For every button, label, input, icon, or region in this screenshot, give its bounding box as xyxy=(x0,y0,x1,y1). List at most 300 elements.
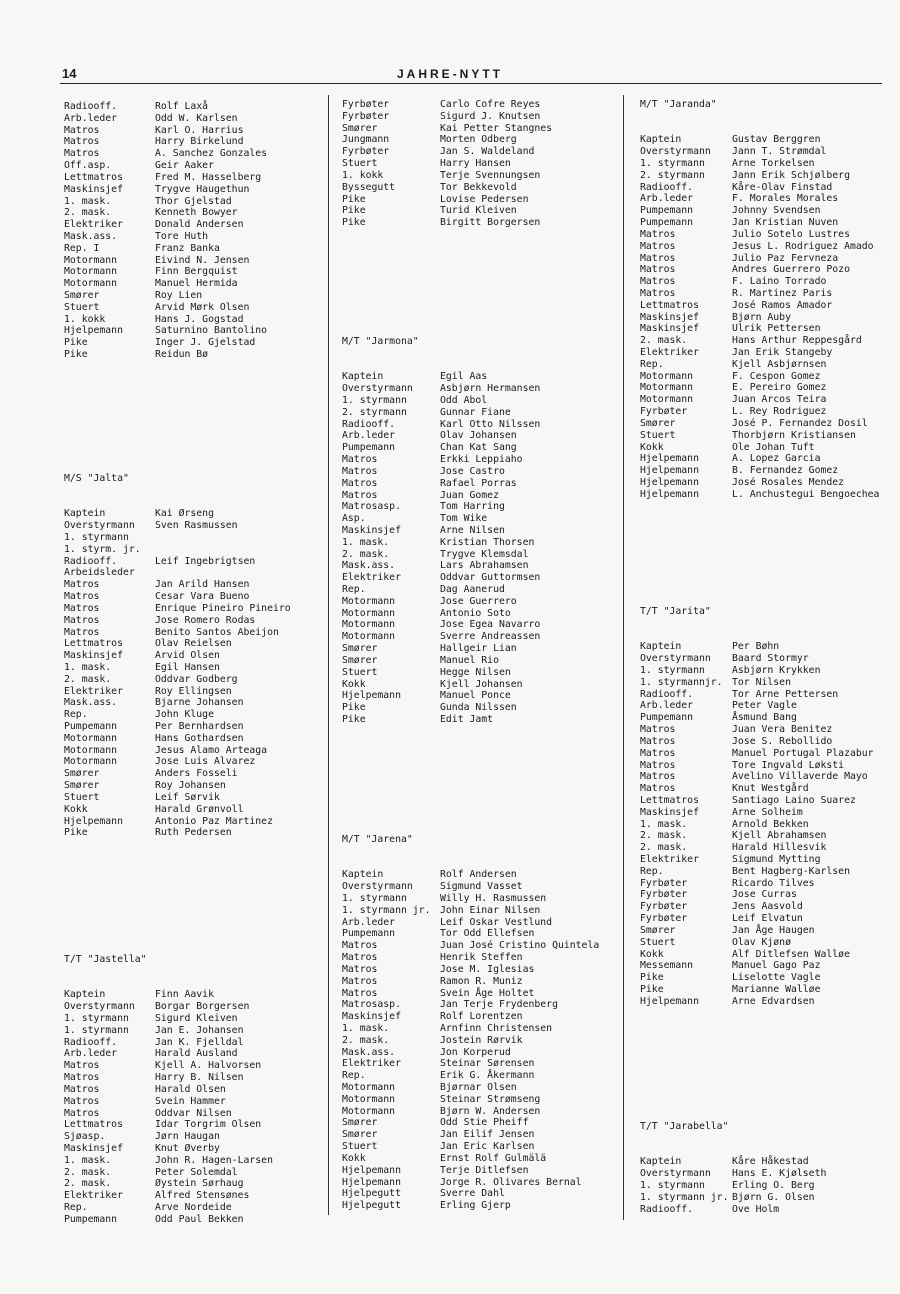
crew-row xyxy=(342,395,622,407)
crew-role: Rep. xyxy=(640,865,664,877)
ship-name: T/T "Jarita" xyxy=(640,606,711,617)
crew-name: Morten Odberg xyxy=(440,134,517,146)
crew-row xyxy=(342,560,622,572)
crew-name: Tor Nilsen xyxy=(732,676,791,688)
crew-name: Alfred Stensønes xyxy=(155,1190,250,1202)
crew-role: Kokk xyxy=(64,803,88,815)
crew-row xyxy=(640,925,898,937)
crew-row xyxy=(640,901,898,913)
crew-row xyxy=(640,653,898,665)
crew-row xyxy=(64,556,326,568)
crew-role: Matros xyxy=(64,626,100,638)
crew-name: Baard Stormyr xyxy=(732,653,809,665)
crew-name: Trygve Haugethun xyxy=(155,183,250,195)
crew-name: Leif Elvatun xyxy=(732,913,803,925)
crew-role: Matros xyxy=(640,771,676,783)
crew-name: Ricardo Tilves xyxy=(732,877,815,889)
crew-row xyxy=(640,453,898,465)
crew-row xyxy=(64,278,326,290)
crew-row xyxy=(640,465,898,477)
crew-row xyxy=(64,101,326,113)
crew-row xyxy=(342,466,622,478)
crew-role: Elektriker xyxy=(64,1190,123,1202)
crew-name: Jose Egea Navarro xyxy=(440,619,541,631)
crew-name: Karl Otto Nilssen xyxy=(440,418,541,430)
crew-role: Maskinsjef xyxy=(342,524,401,536)
crew-role: Maskinsjef xyxy=(64,1142,123,1154)
crew-row xyxy=(342,690,622,702)
crew-name: Erik G. Åkermann xyxy=(440,1070,535,1082)
ship-section xyxy=(640,606,898,1008)
crew-role: Stuert xyxy=(342,158,378,170)
crew-name: Jan Terje Frydenberg xyxy=(440,999,558,1011)
crew-row xyxy=(64,638,326,650)
crew-role: 2. mask. xyxy=(342,1034,390,1046)
crew-row xyxy=(64,989,326,1001)
crew-row xyxy=(342,525,622,537)
crew-role: Hjelpegutt xyxy=(342,1188,401,1200)
crew-row xyxy=(640,217,898,229)
crew-row xyxy=(342,1200,622,1212)
crew-role: 1. styrmann xyxy=(64,1013,129,1025)
crew-row xyxy=(342,917,622,929)
crew-row xyxy=(640,264,898,276)
crew-role: Pike xyxy=(342,193,366,205)
crew-role: 1. styrmann jr. xyxy=(640,1191,729,1203)
crew-row xyxy=(342,371,622,383)
crew-name: Kjell Asbjørnsen xyxy=(732,358,827,370)
crew-row xyxy=(640,712,898,724)
crew-role: Motormann xyxy=(342,619,396,631)
crew-row xyxy=(64,591,326,603)
crew-row xyxy=(342,905,622,917)
crew-role: Pike xyxy=(342,713,366,725)
crew-role: Overstyrmann xyxy=(342,383,413,395)
crew-name: Terje Ditlefsen xyxy=(440,1164,529,1176)
crew-name: Manuel Rio xyxy=(440,654,499,666)
crew-name: L. Anchustegui Bengoechea xyxy=(732,488,880,500)
crew-role: Motormann xyxy=(640,394,694,406)
crew-name: Hegge Nilsen xyxy=(440,666,511,678)
crew-role: Pike xyxy=(640,972,664,984)
crew-row xyxy=(342,1117,622,1129)
crew-row xyxy=(342,679,622,691)
crew-row xyxy=(64,1084,326,1096)
crew-row xyxy=(640,382,898,394)
crew-row xyxy=(640,442,898,454)
crew-row xyxy=(342,182,622,194)
crew-name: F. Cespon Gomez xyxy=(732,370,821,382)
crew-name: Harald Ausland xyxy=(155,1048,238,1060)
crew-name: Thorbjørn Kristiansen xyxy=(732,429,856,441)
crew-role: Pike xyxy=(342,205,366,217)
crew-role: Smører xyxy=(342,643,378,655)
crew-name: Jan Eric Karlsen xyxy=(440,1141,535,1153)
crew-name: Sigmund Mytting xyxy=(732,854,821,866)
crew-row xyxy=(64,532,326,544)
crew-role: 1. mask. xyxy=(342,536,390,548)
crew-role: Matros xyxy=(64,614,100,626)
crew-name: Jose Curras xyxy=(732,889,797,901)
crew-name: Borgar Borgersen xyxy=(155,1001,250,1013)
crew-role: Smører xyxy=(640,417,676,429)
crew-role: Fyrbøter xyxy=(640,913,688,925)
crew-role: Stuert xyxy=(640,936,676,948)
crew-name: José P. Fernandez Dosil xyxy=(732,417,868,429)
crew-role: Byssegutt xyxy=(342,181,396,193)
crew-name: Jan Erik Stangeby xyxy=(732,347,833,359)
crew-row xyxy=(640,205,898,217)
crew-name: Odd W. Karlsen xyxy=(155,112,238,124)
crew-name: Juan Gomez xyxy=(440,489,499,501)
crew-row xyxy=(64,615,326,627)
crew-role: Motormann xyxy=(342,1093,396,1105)
crew-name: Hans Arthur Reppesgård xyxy=(732,335,862,347)
crew-name: Lars Abrahamsen xyxy=(440,560,529,572)
ship-section xyxy=(64,101,326,361)
crew-name: Tor Odd Ellefsen xyxy=(440,928,535,940)
crew-row xyxy=(640,146,898,158)
crew-row xyxy=(342,619,622,631)
crew-row xyxy=(342,1153,622,1165)
crew-name: Jann T. Strømdal xyxy=(732,146,827,158)
crew-role: 2. styrmann xyxy=(640,169,705,181)
crew-row xyxy=(640,689,898,701)
crew-row xyxy=(640,477,898,489)
ship-name: M/S "Jalta" xyxy=(64,473,129,484)
crew-row xyxy=(64,113,326,125)
crew-role: Smører xyxy=(342,654,378,666)
crew-row xyxy=(64,1155,326,1167)
crew-row xyxy=(640,748,898,760)
crew-row xyxy=(64,1202,326,1214)
crew-name: José Rosales Mendez xyxy=(732,476,845,488)
crew-role: Maskinsjef xyxy=(640,311,699,323)
crew-role: Radiooff. xyxy=(342,418,396,430)
crew-name: Manuel Hermida xyxy=(155,278,238,290)
crew-role: Kokk xyxy=(640,948,664,960)
crew-name: F. Morales Morales xyxy=(732,193,839,205)
crew-row xyxy=(64,1060,326,1072)
crew-row xyxy=(64,1037,326,1049)
crew-name: Oddvar Nilsen xyxy=(155,1107,232,1119)
crew-name: Hans J. Gogstad xyxy=(155,313,244,325)
crew-row xyxy=(64,520,326,532)
crew-row xyxy=(640,241,898,253)
crew-name: Arne Solheim xyxy=(732,806,803,818)
crew-name: Anders Fosseli xyxy=(155,768,238,780)
crew-name: Julio Paz Fervneza xyxy=(732,252,839,264)
crew-role: Motormann xyxy=(64,266,118,278)
crew-role: Rep. xyxy=(64,709,88,721)
crew-row xyxy=(64,314,326,326)
crew-row xyxy=(640,795,898,807)
crew-role: Matros xyxy=(342,489,378,501)
crew-name: Henrik Steffen xyxy=(440,952,523,964)
crew-role: Hjelpemann xyxy=(640,995,699,1007)
ship-section xyxy=(64,954,326,1226)
crew-row xyxy=(64,136,326,148)
publication-title: JAHRE-NYTT xyxy=(396,67,503,81)
crew-role: Hjelpegutt xyxy=(342,1200,401,1212)
crew-role: Pumpemann xyxy=(342,928,396,940)
crew-role: Motormann xyxy=(64,744,118,756)
crew-role: 2. mask. xyxy=(342,548,390,560)
crew-role: Radiooff. xyxy=(64,101,118,112)
crew-name: Hans E. Kjølseth xyxy=(732,1168,827,1180)
crew-name: Jan Kristian Nuven xyxy=(732,217,839,229)
crew-role: Stuert xyxy=(342,1141,378,1153)
crew-row xyxy=(640,760,898,772)
crew-name: Ernst Rolf Gulmälä xyxy=(440,1152,547,1164)
crew-name: Enrique Pineiro Pineiro xyxy=(155,602,291,614)
crew-name: Finn Aavik xyxy=(155,989,214,1001)
crew-row xyxy=(64,686,326,698)
crew-name: Jesus L. Rodriguez Amado xyxy=(732,240,874,252)
crew-row xyxy=(64,745,326,757)
crew-role: Maskinsjef xyxy=(64,183,123,195)
crew-name: Rolf Laxå xyxy=(155,101,209,112)
crew-row xyxy=(342,1165,622,1177)
crew-role: Pumpemann xyxy=(640,712,694,724)
crew-name: Sigurd Kleiven xyxy=(155,1013,238,1025)
crew-row xyxy=(342,407,622,419)
crew-role: Sjøasp. xyxy=(64,1131,106,1143)
crew-name: Thor Gjelstad xyxy=(155,195,232,207)
crew-row xyxy=(640,182,898,194)
crew-row xyxy=(640,276,898,288)
crew-row xyxy=(64,266,326,278)
crew-role: Kaptein xyxy=(64,989,106,1001)
crew-row xyxy=(640,700,898,712)
crew-row xyxy=(342,940,622,952)
crew-row xyxy=(342,478,622,490)
crew-row xyxy=(640,984,898,996)
crew-role: Matros xyxy=(342,952,378,964)
crew-role: Pike xyxy=(342,217,366,229)
crew-name: Egil Hansen xyxy=(155,661,220,673)
crew-role: Matros xyxy=(64,1060,100,1072)
crew-name: Ulrik Pettersen xyxy=(732,323,821,335)
crew-row xyxy=(640,406,898,418)
crew-row xyxy=(342,631,622,643)
crew-role: 1. styrmann xyxy=(342,893,407,905)
crew-row xyxy=(342,1058,622,1070)
ship-section xyxy=(342,99,622,229)
crew-role: Elektriker xyxy=(342,1058,401,1070)
crew-role: Matros xyxy=(640,252,676,264)
crew-role: Motormann xyxy=(64,278,118,290)
crew-row xyxy=(342,999,622,1011)
crew-name: Egil Aas xyxy=(440,371,488,383)
crew-name: Julio Sotelo Lustres xyxy=(732,228,850,240)
crew-name: Tom Wike xyxy=(440,513,488,525)
crew-role: Hjelpemann xyxy=(64,815,123,827)
crew-row xyxy=(342,608,622,620)
crew-role: 1. styrmann xyxy=(342,395,407,407)
crew-row xyxy=(64,697,326,709)
crew-name: Arvid Olsen xyxy=(155,650,220,662)
crew-name: Asbjørn Krykken xyxy=(732,665,821,677)
crew-role: Lettmatros xyxy=(640,794,699,806)
crew-row xyxy=(640,359,898,371)
crew-role: Hjelpemann xyxy=(640,453,699,465)
crew-role: Overstyrmann xyxy=(640,653,711,665)
crew-name: Knut Øverby xyxy=(155,1142,220,1154)
crew-row xyxy=(64,243,326,255)
crew-role: Matros xyxy=(342,465,378,477)
crew-role: Elektriker xyxy=(64,219,123,231)
crew-role: Kaptein xyxy=(342,371,384,383)
crew-row xyxy=(64,508,326,520)
crew-role: Smører xyxy=(342,1117,378,1129)
crew-row xyxy=(64,196,326,208)
crew-name: Bent Hagberg-Karlsen xyxy=(732,865,850,877)
crew-name: Turid Kleiven xyxy=(440,205,517,217)
crew-role: Kokk xyxy=(640,441,664,453)
crew-name: Rolf Andersen xyxy=(440,869,517,881)
crew-role: Maskinsjef xyxy=(640,806,699,818)
crew-name: Jose Romero Rodas xyxy=(155,614,256,626)
crew-row xyxy=(640,830,898,842)
crew-name: Arne Nilsen xyxy=(440,524,505,536)
crew-role: Arb.leder xyxy=(64,112,118,124)
crew-row xyxy=(342,454,622,466)
crew-row xyxy=(64,1167,326,1179)
crew-role: Matros xyxy=(342,963,378,975)
crew-row xyxy=(342,952,622,964)
crew-name: Terje Svennungsen xyxy=(440,169,541,181)
crew-name: Oddvar Guttormsen xyxy=(440,572,541,584)
crew-row xyxy=(342,1070,622,1082)
crew-name: Åsmund Bang xyxy=(732,712,797,724)
crew-name: Harald Olsen xyxy=(155,1083,226,1095)
crew-role: Motormann xyxy=(640,370,694,382)
crew-row xyxy=(64,172,326,184)
crew-role: 1. mask. xyxy=(640,818,688,830)
crew-name: Ruth Pedersen xyxy=(155,827,232,839)
crew-role: Arb.leder xyxy=(640,193,694,205)
crew-role: Arb.leder xyxy=(64,1048,118,1060)
crew-name: Jan Eilif Jensen xyxy=(440,1129,535,1141)
crew-name: Manuel Portugal Plazabur xyxy=(732,747,874,759)
crew-name: Chan Kat Sang xyxy=(440,442,517,454)
crew-row xyxy=(640,300,898,312)
crew-role: Maskinsjef xyxy=(640,323,699,335)
crew-name: Liselotte Vagle xyxy=(732,972,821,984)
crew-row xyxy=(342,430,622,442)
crew-row xyxy=(640,677,898,689)
crew-role: Matrosasp. xyxy=(342,501,401,513)
crew-role: Pike xyxy=(640,983,664,995)
crew-name: Bjørn Auby xyxy=(732,311,791,323)
crew-role: 1. mask. xyxy=(64,195,112,207)
crew-role: Fyrbøter xyxy=(640,889,688,901)
crew-role: Matros xyxy=(64,1107,100,1119)
crew-name: Per Bøhn xyxy=(732,641,780,653)
crew-name: Karl O. Harrius xyxy=(155,124,244,136)
crew-role: Matros xyxy=(64,1072,100,1084)
crew-name: Erling O. Berg xyxy=(732,1180,815,1192)
crew-row xyxy=(342,419,622,431)
ship-section xyxy=(640,1121,898,1215)
crew-role: Rep. xyxy=(64,1202,88,1214)
ship-name: M/T "Jaranda" xyxy=(640,99,717,110)
crew-role: Pike xyxy=(64,337,88,349)
crew-role: Matros xyxy=(64,602,100,614)
crew-role: Pumpemann xyxy=(64,1213,118,1225)
crew-role: 2. mask. xyxy=(64,1178,112,1190)
crew-role: Kokk xyxy=(342,1152,366,1164)
crew-row xyxy=(640,253,898,265)
crew-role: Kaptein xyxy=(342,869,384,881)
crew-row xyxy=(342,501,622,513)
crew-name: Jose Luis Alvarez xyxy=(155,756,256,768)
crew-role: 2. mask. xyxy=(640,830,688,842)
crew-name: Harry B. Nilsen xyxy=(155,1072,244,1084)
crew-row xyxy=(342,1129,622,1141)
crew-row xyxy=(640,783,898,795)
crew-row xyxy=(640,347,898,359)
crew-row xyxy=(640,889,898,901)
crew-name: Asbjørn Hermansen xyxy=(440,383,541,395)
crew-role: Pumpemann xyxy=(64,721,118,733)
crew-name: Harry Hansen xyxy=(440,158,511,170)
crew-row xyxy=(64,544,326,556)
ship-name: M/T "Jarmona" xyxy=(342,336,419,347)
crew-name: L. Rey Rodriguez xyxy=(732,406,827,418)
crew-row xyxy=(64,219,326,231)
crew-row xyxy=(342,134,622,146)
crew-role: Smører xyxy=(640,924,676,936)
crew-role: Overstyrmann xyxy=(640,1168,711,1180)
crew-name: F. Laino Torrado xyxy=(732,276,827,288)
crew-row xyxy=(342,383,622,395)
crew-role: Smører xyxy=(64,768,100,780)
crew-role: Mask.ass. xyxy=(342,560,396,572)
crew-role: 1. styrmann xyxy=(640,1180,705,1192)
crew-row xyxy=(64,804,326,816)
crew-row xyxy=(64,325,326,337)
crew-name: Gustav Berggren xyxy=(732,134,821,146)
crew-role: Matros xyxy=(640,783,676,795)
crew-row xyxy=(342,584,622,596)
crew-name: Erling Gjerp xyxy=(440,1200,511,1212)
crew-name: Marianne Walløe xyxy=(732,983,821,995)
crew-name: Franz Banka xyxy=(155,242,220,254)
crew-role: Arb.leder xyxy=(342,916,396,928)
crew-name: Steinar Strømseng xyxy=(440,1093,541,1105)
crew-name: Jørn Haugan xyxy=(155,1131,220,1143)
crew-name: Ove Holm xyxy=(732,1203,780,1215)
crew-name: Jose M. Iglesias xyxy=(440,963,535,975)
crew-row xyxy=(342,655,622,667)
crew-name: Finn Bergquist xyxy=(155,266,238,278)
crew-role: Pike xyxy=(342,702,366,714)
crew-row xyxy=(640,913,898,925)
crew-row xyxy=(64,674,326,686)
crew-role: Smører xyxy=(64,290,100,301)
crew-row xyxy=(640,312,898,324)
crew-name: A. Sanchez Gonzales xyxy=(155,148,268,160)
crew-row xyxy=(640,854,898,866)
crew-name: Leif Oskar Vestlund xyxy=(440,916,553,928)
crew-row xyxy=(64,125,326,137)
crew-role: Matros xyxy=(342,454,378,466)
crew-row xyxy=(64,1096,326,1108)
crew-name: Jose S. Rebollido xyxy=(732,735,833,747)
crew-name: Avelino Villaverde Mayo xyxy=(732,771,868,783)
